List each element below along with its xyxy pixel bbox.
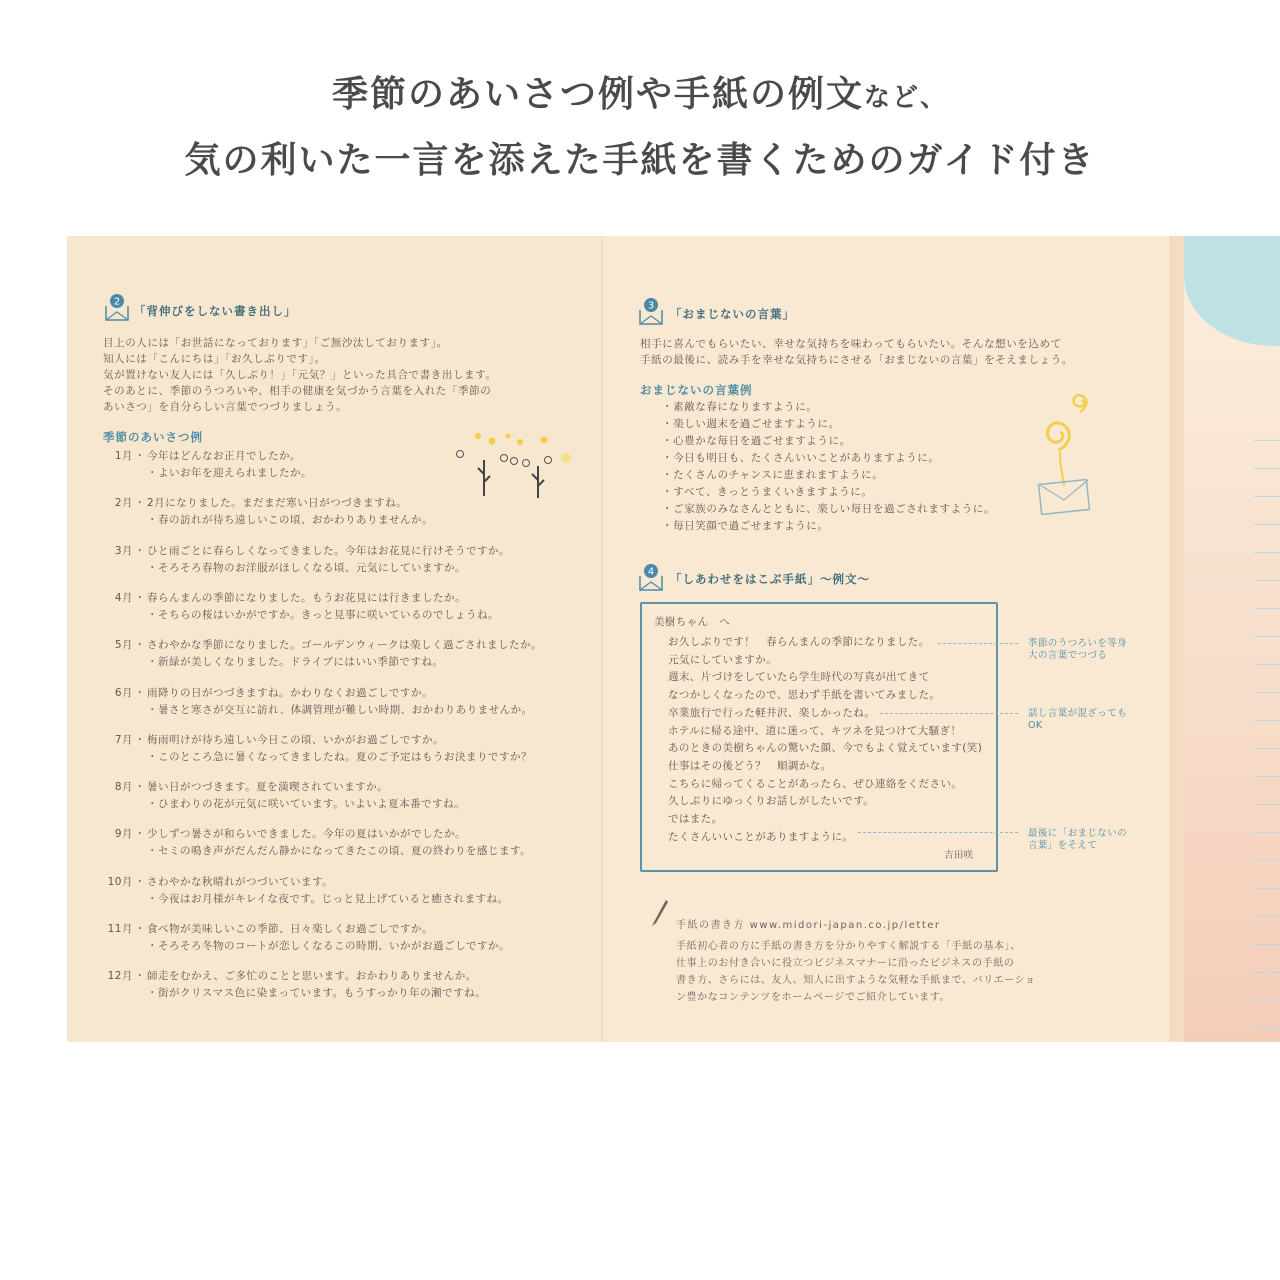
month-label: 9月 [114, 828, 133, 841]
wish-text: 心豊かな毎日を過ごせますように。 [673, 435, 851, 447]
bullet-dot: ・ [147, 608, 158, 621]
envelope-number-icon [104, 292, 130, 322]
ruled-line [1254, 636, 1280, 637]
bullet-dot: ・ [662, 452, 674, 464]
bullet-dot: ・ [662, 486, 674, 498]
bullet-dot: ・ [147, 845, 158, 858]
month-greeting-line-1: 師走をむかえ、ご多忙のことと思います。おかわりありませんか。 [147, 970, 477, 983]
bullet-dot: ・ [147, 798, 158, 811]
annotation-note-1: 季節のうつろいを等身 大の言葉でつづる [1028, 638, 1128, 661]
seasonal-greetings-heading: 季節のあいさつ例 [103, 430, 203, 444]
page-fold-edge [1170, 236, 1185, 1042]
month-greeting-line-2: そちらの桜はいかがですか。きっと見事に咲いているのでしょうね。 [158, 608, 499, 621]
month-greeting-line-1: 雨降りの日がつづきますね。かわりなくお過ごしですか。 [147, 686, 433, 699]
letter-line: なつかしくなったので、思わず手紙を書いてみました。 [668, 689, 941, 702]
letter-line: 卒業旅行で行った軽井沢、楽しかったね。 [668, 706, 876, 719]
ruled-line [1254, 916, 1280, 917]
month-greeting-line-2: 今夜はお月様がキレイな夜です。じっと見上げていると癒されますね。 [158, 892, 509, 905]
month-greeting [105, 637, 542, 671]
month-greeting [105, 732, 532, 766]
wish-item [662, 467, 995, 484]
wish-item [662, 484, 995, 501]
month-greeting-line-2: 新緑が美しくなりました。ドライブにはいい季節ですね。 [158, 656, 444, 669]
bullet-dot: ・ [134, 733, 146, 746]
month-greeting-line-1: 2月になりました。まだまだ寒い日がつづきますね。 [147, 497, 408, 510]
ruled-line [1254, 1028, 1280, 1029]
month-greeting-line-2: ひまわりの花が元気に咲いています。いよいよ夏本番ですね。 [158, 798, 466, 811]
bullet-dot: ・ [147, 703, 158, 716]
wish-item [662, 518, 995, 535]
guide-url: 手紙の書き方 www.midori-japan.co.jp/letter [676, 920, 941, 931]
month-greeting-line-2: よいお年を迎えられましたか。 [158, 467, 312, 479]
ruled-line [1254, 860, 1280, 861]
wish-examples-list [662, 399, 995, 535]
wish-text: 毎日笑顔で過ごせますように。 [673, 520, 829, 532]
month-greeting [105, 448, 312, 482]
month-label: 12月 [107, 970, 133, 983]
ruled-line [1254, 608, 1280, 609]
ruled-line [1254, 468, 1280, 469]
ruled-line [1254, 496, 1280, 497]
bullet-dot: ・ [662, 401, 674, 413]
section-4-number: 4 [647, 566, 655, 578]
month-greeting [105, 543, 510, 577]
wish-item [662, 416, 995, 433]
bullet-dot: ・ [134, 497, 146, 510]
bullet-dot: ・ [134, 544, 146, 557]
bullet-dot: ・ [134, 686, 146, 699]
ruled-line [1254, 524, 1280, 525]
bullet-dot: ・ [134, 639, 146, 652]
month-greeting-line-1: 食べ物が美味しいこの季節、日々楽しくお過ごしですか。 [147, 923, 433, 935]
month-label: 1月 [114, 450, 133, 462]
pen-icon [648, 898, 670, 928]
ruled-line [1254, 580, 1280, 581]
bullet-dot: ・ [662, 469, 674, 481]
month-greeting-line-2: そろそろ冬物のコートが恋しくなるこの時期、いかがお過ごしですか。 [158, 940, 510, 952]
month-label: 6月 [114, 686, 133, 699]
bullet-dot: ・ [147, 940, 158, 952]
letter-line: お久しぶりです！ 春らんまんの季節になりました。 [668, 636, 930, 648]
letter-line: こちらに帰ってくることがあったら、ぜひ連絡をください。 [668, 777, 963, 790]
section-2-number: 2 [113, 296, 121, 308]
annotation-leader-1 [938, 643, 1018, 644]
flower-illustration [448, 430, 578, 510]
section-4-title: 「しあわせをはこぶ手紙」〜例文〜 [670, 572, 870, 586]
month-greeting [105, 685, 533, 719]
ruled-line [1254, 664, 1280, 665]
month-greeting-line-1: ひと雨ごとに春らしくなってきました。今年はお花見に行けそうですか。 [147, 544, 510, 557]
bullet-dot: ・ [147, 514, 158, 527]
letter-signature: 吉田咲 [944, 850, 974, 861]
month-greeting [105, 921, 510, 955]
letter-line: 週末、片づけをしていたら学生時代の写真が出てきて [668, 671, 930, 684]
wish-text: ご家族のみなさんとともに、楽しい毎日を過ごされますように。 [673, 503, 996, 515]
annotation-note-3: 最後に「おまじないの 言葉」をそえて [1028, 828, 1128, 851]
ruled-line [1254, 440, 1280, 441]
section-2-intro: 目上の人には「お世話になっております」「ご無沙汰しております」。 知人には「こんにちは」「お久しぶりです」。 気が置けない友人には「久しぶり！」「元気？」といった具合で書き出します。 そのあとに、季節のうつろいや、相手の健康を気づかう言葉を入れた「季節の あいさつ」を自分らしい言葉でつづりましょう。 [103, 337, 497, 413]
ruled-line [1254, 552, 1280, 553]
month-greeting-line-2: セミの鳴き声がだんだん静かになってきたこの頃、夏の終わりを感じます。 [158, 845, 532, 858]
headline-line-2: 気の利いた一言を添えた手紙を書くためのガイド付き [184, 140, 1096, 181]
month-greeting [105, 826, 531, 860]
month-greeting [105, 590, 499, 624]
wish-item [662, 450, 995, 467]
bullet-dot: ・ [147, 561, 158, 574]
month-greeting-line-1: 梅雨明けが待ち遠しい今日この頃、いかがお過ごしですか。 [147, 733, 444, 746]
bullet-dot: ・ [134, 970, 146, 983]
letter-line: ホテルに帰る途中、道に迷って、キツネを見つけて大騒ぎ！ [668, 724, 962, 737]
wish-examples-heading: おまじないの言葉例 [640, 383, 753, 397]
letter-line: 元気にしていますか。 [668, 653, 777, 666]
ruled-line [1254, 748, 1280, 749]
letter-greeting: 美樹ちゃん へ [654, 616, 731, 628]
ruled-line [1254, 944, 1280, 945]
month-label: 7月 [114, 733, 133, 746]
ruled-line [1254, 776, 1280, 777]
bullet-dot: ・ [662, 520, 674, 532]
bullet-dot: ・ [134, 450, 146, 462]
month-greeting-line-1: 暑い日がつづきます。夏を満喫されていますか。 [147, 781, 389, 794]
month-greeting [105, 779, 465, 813]
annotation-note-2: 話し言葉が混ざっても OK [1028, 708, 1128, 731]
wish-item [662, 433, 995, 450]
bullet-dot: ・ [147, 750, 158, 763]
ruled-line [1254, 804, 1280, 805]
month-greeting-line-1: 今年はどんなお正月でしたか。 [147, 450, 301, 462]
bullet-dot: ・ [147, 892, 158, 905]
spiral-envelope-illustration [1030, 390, 1100, 520]
ruled-line [1254, 972, 1280, 973]
annotation-leader-2 [880, 713, 1018, 714]
wish-text: たくさんのチャンスに恵まれますように。 [673, 469, 884, 481]
ruled-line [1254, 692, 1280, 693]
month-label: 10月 [107, 875, 133, 888]
envelope-number-icon [638, 562, 664, 592]
bullet-dot: ・ [662, 418, 674, 430]
month-label: 4月 [114, 591, 133, 604]
month-greeting-line-1: 春らんまんの季節になりました。もうお花見には行きましたか。 [147, 591, 466, 604]
month-greeting-line-1: 少しずつ暑さが和らいできました。今年の夏はいかがでしたか。 [147, 828, 466, 841]
bullet-dot: ・ [147, 467, 158, 479]
headline-line-1 [0, 66, 1280, 117]
bullet-dot: ・ [134, 923, 146, 935]
headline-line-1-main: 季節のあいさつ例や手紙の例文 [331, 74, 864, 115]
month-greeting [105, 968, 486, 1002]
ruled-line [1254, 888, 1280, 889]
bullet-dot: ・ [147, 987, 158, 1000]
month-greeting-line-2: 春の訪れが待ち遠しいこの頃、おかわりありませんか。 [158, 514, 433, 527]
ruled-line [1254, 832, 1280, 833]
guide-description: 手紙初心者の方に手紙の書き方を分かりやすく解説する「手紙の基本」、 仕事上のお付き合いに役立つビジネスマナーに沿ったビジネスの手紙の 書き方、さらには、友人、知人に出すような気軽な手紙まで、バリエーショ ン豊かなコンテンツをホームページでご紹介しています。 [676, 941, 1036, 1003]
month-greeting-line-2: そろそろ春物のお洋服がほしくなる頃、元気にしていますか。 [158, 561, 466, 574]
month-greeting-line-2: 街がクリスマス色に染まっています。もうすっかり年の瀬ですね。 [158, 987, 487, 1000]
annotation-leader-3 [858, 832, 1018, 833]
month-label: 5月 [114, 639, 133, 652]
month-label: 11月 [107, 923, 133, 935]
letter-line: ではまた。 [668, 813, 723, 825]
ruled-line [1254, 1000, 1280, 1001]
letter-line: あのときの美樹ちゃんの驚いた顔、今でもよく覚えています(笑) [668, 742, 983, 755]
month-greeting-line-2: 暑さと寒さが交互に訪れ、体調管理が難しい時期、おかわりありませんか。 [158, 703, 533, 716]
bullet-dot: ・ [134, 591, 146, 604]
bullet-dot: ・ [662, 503, 674, 515]
section-2-title: 「背伸びをしない書き出し」 [134, 304, 297, 318]
month-greeting [105, 495, 433, 529]
month-greeting-line-1: さわやかな季節になりました。ゴールデンウィークは楽しく過ごされましたか。 [147, 639, 542, 652]
wish-item [662, 399, 995, 416]
wish-text: 楽しい週末を過ごせますように。 [673, 418, 840, 430]
month-greeting-line-1: さわやかな秋晴れがつづいています。 [147, 875, 334, 888]
wish-text: 今日も明日も、たくさんいいことがありますように。 [673, 452, 940, 464]
letter-line: たくさんいいことがありますように。 [668, 830, 854, 843]
section-3-title: 「おまじないの言葉」 [670, 307, 795, 321]
month-greeting [105, 874, 509, 908]
month-greeting-line-2: このところ急に暑くなってきましたね。夏のご予定はもうお決まりですか？ [158, 750, 532, 763]
month-label: 3月 [114, 544, 133, 557]
bullet-dot: ・ [134, 828, 146, 841]
envelope-number-icon [638, 296, 664, 326]
month-label: 2月 [114, 497, 133, 510]
wish-item [662, 501, 995, 518]
section-3-intro: 相手に喜んでもらいたい、幸せな気持ちを味わってもらいたい。そんな想いを込めて 手紙の最後に、読み手を幸せな気持ちにさせる「おまじないの言葉」をそえましょう。 [640, 338, 1073, 366]
bullet-dot: ・ [134, 875, 146, 888]
letter-line: 久しぶりにゆっくりお話しがしたいです。 [668, 795, 875, 808]
wish-text: 素敵な春になりますように。 [673, 401, 818, 413]
bullet-dot: ・ [134, 781, 146, 794]
headline-line-1-suffix: など、 [864, 83, 949, 113]
ruled-line [1254, 720, 1280, 721]
third-page [1184, 236, 1280, 1042]
month-label: 8月 [114, 781, 133, 794]
letter-line: 仕事はその後どう？ 順調かな。 [668, 759, 832, 772]
bullet-dot: ・ [147, 656, 158, 669]
bullet-dot: ・ [662, 435, 674, 447]
wish-text: すべて、きっとうまくいきますように。 [673, 486, 873, 498]
section-3-number: 3 [647, 300, 655, 312]
